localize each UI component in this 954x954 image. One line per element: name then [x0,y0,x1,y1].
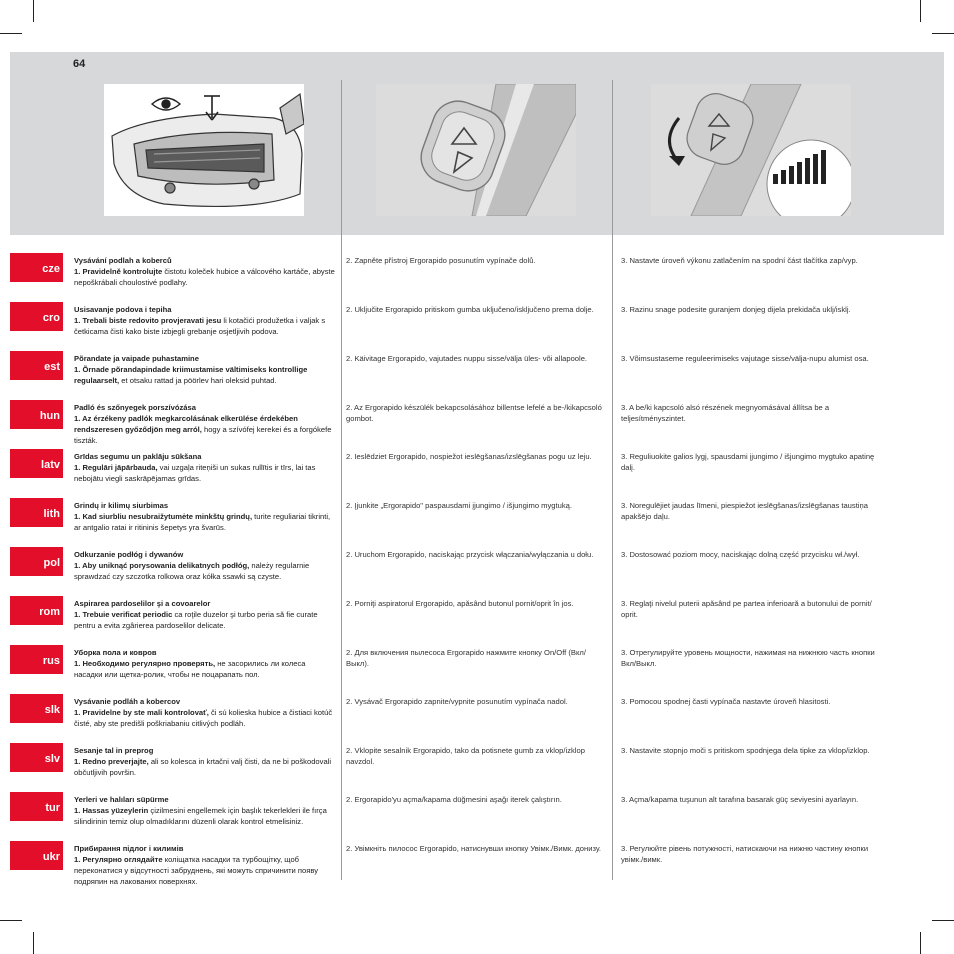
step1-paragraph [74,854,336,887]
step2-text: 2. Для включения пылесоса Ergorapido нажмите кнопку On/Off (Вкл/ Выкл). [346,648,586,668]
section-title: Grindų ir kilimų siurbimas [74,501,169,510]
section-title: Odkurzanie podłóg i dywanów [74,550,184,559]
section-title: Sesanje tal in preprog [74,746,154,755]
step1-text [74,745,336,778]
step3-text: 3. A be/ki kapcsoló alsó részének megnyomásával állítsa be a teljesítményszintet. [621,403,830,423]
step1-bold: 1. Az érzékeny padlók megkarcolásának elkerülése érdekében rendszeresen győződjön meg arról, [74,414,298,434]
step1-text [74,794,336,827]
step3-text: 3. Razinu snage podesite guranjem donjeg dijela prekidača uklj/isklj. [621,305,851,314]
language-tag: rom [10,596,63,625]
step1-text [74,549,336,582]
crop-mark [33,932,34,954]
step1-text [74,647,336,680]
step1-rest: et otsaku rattad ja pöörlev hari oleksid puhtad. [119,376,277,385]
step2-text: 2. Увімкніть пилосос Ergorapido, натиснувши кнопку Увімк./Вимк. донизу. [346,844,601,853]
section-title: Vysávání podlah a koberců [74,256,172,265]
step2-text: 2. Vysávač Ergorapido zapnite/vypnite posunutím vypínača nadol. [346,697,568,706]
step3-text: 3. Dostosować poziom mocy, naciskając dolną część przycisku wł./wył. [621,550,860,559]
step1-bold: 1. Õrnade põrandapindade kriimustamise vältimiseks kontrollige regulaarselt, [74,365,308,385]
step1-bold: 1. Regulāri jāpārbauda, [74,463,158,472]
language-tag: slv [10,743,63,772]
language-tag: latv [10,449,63,478]
step1-paragraph [74,658,336,680]
step1-bold: 1. Регулярно оглядайте [74,855,163,864]
step3-text: 3. Açma/kapama tuşunun alt tarafına basarak güç seviyesini ayarlayın. [621,795,859,804]
language-tag: ukr [10,841,63,870]
step1-paragraph [74,462,336,484]
power-button-illustration [376,84,576,216]
step1-text [74,304,336,337]
language-tag: slk [10,694,63,723]
section-title: Aspirarea pardoselilor şi a covoarelor [74,599,211,608]
step1-paragraph [74,364,336,386]
section-title: Уборка пола и ковров [74,648,157,657]
page-number: 64 [73,58,86,70]
step1-rest: çizilmesini engellemek için başlık tekerlekleri ile fırça silindirinin temiz olup olmadıklarını düzenli olarak kontrol etmelisiniz. [74,806,327,826]
step1-rest: ali so kolesca in krtačni valj čisti, da ne bi poškodovali občutljivih površin. [74,757,332,777]
step1-paragraph [74,805,336,827]
step1-bold: 1. Kad siurbliu nesubraižytumėte minkštų grindų, [74,512,253,521]
step1-text [74,255,336,288]
step1-bold: 1. Pravidelně kontrolujte [74,267,163,276]
step1-rest: не засорились ли колеса насадки или щетка-ролик, чтобы не поцарапать пол. [74,659,306,679]
step1-bold: 1. Trebuie verificat periodic [74,610,173,619]
step3-text: 3. Nastavte úroveň výkonu zatlačením na spodní část tlačítka zap/vyp. [621,256,858,265]
step2-text: 2. Ergorapido'yu açma/kapama düğmesini aşağı iterek çalıştırın. [346,795,562,804]
step1-paragraph [74,560,336,582]
step3-text: 3. Võimsustaseme reguleerimiseks vajutage sisse/välja-nupu alumist osa. [621,354,869,363]
step1-paragraph [74,413,336,446]
step1-bold: 1. Aby uniknąć porysowania delikatnych podłóg, [74,561,250,570]
step3-text: 3. Отрегулируйте уровень мощности, нажимая на нижнюю часть кнопки Вкл/Выкл. [621,648,875,668]
step2-text: 2. Uključite Ergorapido pritiskom gumba uključeno/isključeno prema dolje. [346,305,594,314]
language-tag: est [10,351,63,380]
step1-paragraph [74,609,336,631]
step1-bold: 1. Redno preverjajte, [74,757,149,766]
step1-rest: коліщатка насадки та турбощітку, щоб переконатися у відсутності забруднень, які можуть спричинити появу подряпин на лакованих поверхнях. [74,855,319,886]
step1-text [74,353,336,386]
column-divider [341,80,342,880]
step2-text: 2. Uruchom Ergorapido, naciskając przycisk włączania/wyłączania u dołu. [346,550,594,559]
step2-text: 2. Zapněte přístroj Ergorapido posunutím vypínače dolů. [346,256,536,265]
step3-text: 3. Reguliuokite galios lygį, spausdami įjungimo / išjungimo mygtuko apatinę dalį. [621,452,875,472]
language-tag: cze [10,253,63,282]
power-level-illustration [651,84,851,216]
step1-bold: 1. Hassas yüzeylerin [74,806,149,815]
step1-bold: 1. Pravidelne by ste mali kontrolovať, [74,708,209,717]
step1-text [74,696,336,729]
step3-text: 3. Reglaţi nivelul puterii apăsând pe partea inferioară a butonului de pornit/ oprit. [621,599,872,619]
step1-rest: li kotačići produžetka i valjak s četkicama čisti kako biste izbjegli grebanje osjetljivih podova. [74,316,326,336]
section-title: Padló és szőnyegek porszívózása [74,403,196,412]
section-title: Põrandate ja vaipade puhastamine [74,354,199,363]
step1-rest: či sú kolieska hubice a čistiaci kotúč čisté, aby ste predišli poškriabaniu citlivých podláh. [74,708,333,728]
step2-text: 2. Ieslēdziet Ergorapido, nospiežot ieslēgšanas/izslēgšanas pogu uz leju. [346,452,592,461]
step1-rest: ca roţile duzelor şi turbo peria să fie curate pentru a evita zgârierea pardoselilor delicate. [74,610,318,630]
step1-paragraph [74,266,336,288]
step1-text [74,402,336,446]
step1-rest: čistotu koleček hubice a válcového kartáče, abyste nepoškrábali choulostivé podlahy. [74,267,335,287]
step2-text: 2. Porniţi aspiratorul Ergorapido, apăsând butonul pornit/oprit în jos. [346,599,574,608]
step1-paragraph [74,511,336,533]
step1-rest: należy regularnie sprawdzać czy szczotka rolkowa oraz kółka ssawki są czyste. [74,561,310,581]
language-tag: tur [10,792,63,821]
step1-rest: turite reguliariai tikrinti, ar antgalio ratai ir ritininis šepetys yra švarūs. [74,512,331,532]
step3-text: 3. Регулюйте рівень потужності, натискаючи на нижню частину кнопки увімк./вимк. [621,844,869,864]
step1-bold: 1. Необходимо регулярно проверять, [74,659,216,668]
column-divider [612,80,613,880]
crop-mark [33,0,34,22]
language-tag: lith [10,498,63,527]
step1-rest: hogy a szívófej kerekei és a forgókefe tiszták. [74,425,332,445]
eye-icon [152,98,180,110]
step1-paragraph [74,315,336,337]
step1-text [74,451,336,484]
step2-text: 2. Käivitage Ergorapido, vajutades nuppu sisse/välja üles- või allapoole. [346,354,588,363]
crop-mark [0,33,22,34]
step1-text [74,843,336,887]
step1-text [74,598,336,631]
nozzle-illustration [104,84,304,216]
crop-mark [932,33,954,34]
section-title: Vysávanie podláh a kobercov [74,697,181,706]
section-title: Прибирання підлог і килимів [74,844,184,853]
step1-text [74,500,336,533]
step2-text: 2. Vklopite sesalnik Ergorapido, tako da potisnete gumb za vklop/izklop navzdol. [346,746,585,766]
step1-bold: 1. Trebali biste redovito provjeravati jesu [74,316,222,325]
step1-paragraph [74,756,336,778]
language-tag: pol [10,547,63,576]
language-tag: hun [10,400,63,429]
step3-text: 3. Nastavite stopnjo moči s pritiskom spodnjega dela tipke za vklop/izklop. [621,746,870,755]
step3-text: 3. Noregulējiet jaudas līmeni, piespiežot ieslēgšanas/izslēgšanas taustiņa apakšējo daļu. [621,501,868,521]
section-title: Grīdas segumu un paklāju sūkšana [74,452,202,461]
section-title: Usisavanje podova i tepiha [74,305,172,314]
crop-mark [0,920,22,921]
step1-rest: vai uzgaļa riteņiši un sukas rullītis ir tīrs, lai tas nebojātu viegli saskrāpējamas grīdas. [74,463,316,483]
step2-text: 2. Įjunkite „Ergorapido" paspausdami įjungimo / išjungimo mygtuką. [346,501,572,510]
section-title: Yerleri ve halıları süpürme [74,795,169,804]
crop-mark [920,0,921,22]
language-tag: rus [10,645,63,674]
crop-mark [932,920,954,921]
step2-text: 2. Az Ergorapido készülék bekapcsolásához billentse lefelé a be-/kikapcsoló gombot. [346,403,602,423]
step1-paragraph [74,707,336,729]
crop-mark [920,932,921,954]
step3-text: 3. Pomocou spodnej časti vypínača nastavte úroveň hlasitosti. [621,697,831,706]
language-tag: cro [10,302,63,331]
